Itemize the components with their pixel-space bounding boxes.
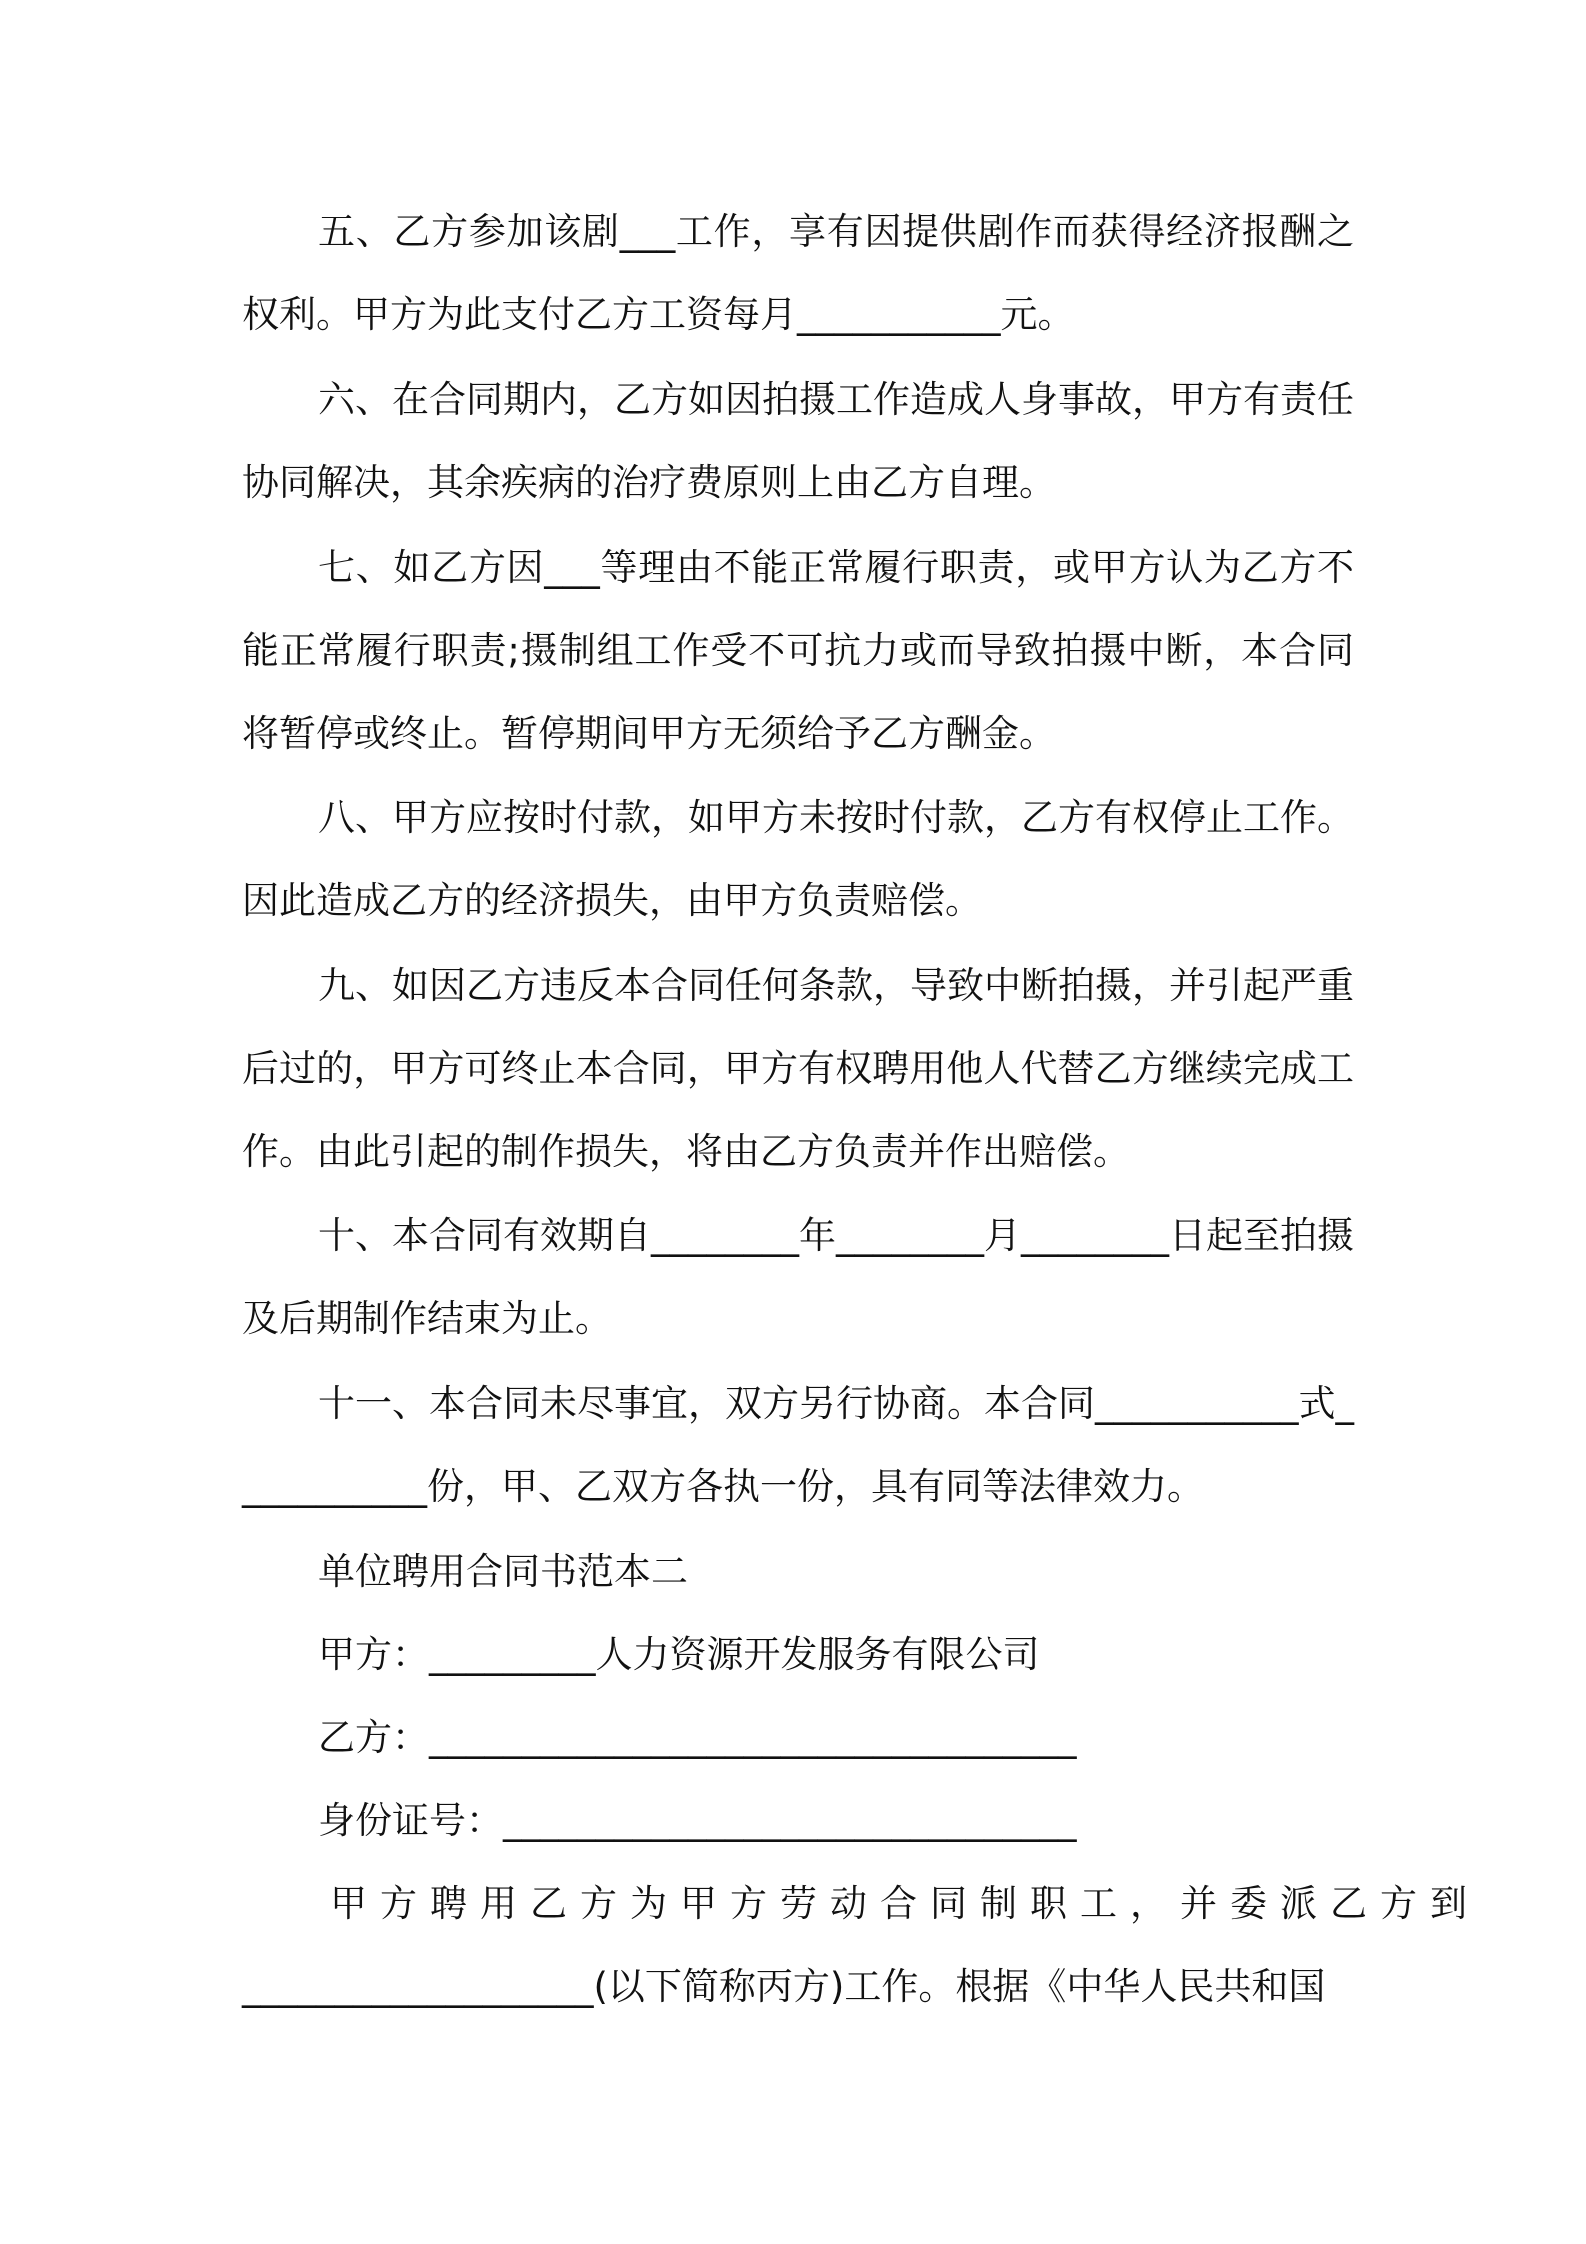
clause-eleven: 十一、本合同未尽事宜，双方另行协商。本合同___________式___________份，甲、乙双方各执一份，具有同等法律效力。 (242, 1382, 1354, 1508)
party-b-line: 乙方：___________________________________ (318, 1716, 1077, 1759)
template-two-title: 单位聘用合同书范本二 (318, 1550, 688, 1593)
clause-seven: 七、如乙方因___等理由不能正常履行职责，或甲方认为乙方不能正常履行职责;摄制组工作受不可抗力或而导致拍摄中断，本合同将暂停或终止。暂停期间甲方无须给予乙方酬金。 (242, 546, 1354, 755)
party-a-line: 甲方：_________人力资源开发服务有限公司 (318, 1633, 1040, 1676)
clause-eight: 八、甲方应按时付款，如甲方未按时付款，乙方有权停止工作。因此造成乙方的经济损失，由甲方负责赔偿。 (242, 796, 1354, 922)
template-body-line-2: ___________________(以下简称丙方)工作。根据《中华人民共和国 (242, 1965, 1326, 2008)
clause-ten: 十、本合同有效期自________年________月________日起至拍摄及后期制作结束为止。 (242, 1214, 1354, 1340)
clause-six: 六、在合同期内，乙方如因拍摄工作造成人身事故，甲方有责任协同解决，其余疾病的治疗费原则上由乙方自理。 (242, 378, 1354, 504)
clause-nine: 九、如因乙方违反本合同任何条款，导致中断拍摄，并引起严重后过的，甲方可终止本合同，甲方有权聘用他人代替乙方继续完成工作。由此引起的制作损失，将由乙方负责并作出赔偿。 (242, 964, 1354, 1173)
id-number-line: 身份证号：_______________________________ (318, 1799, 1077, 1842)
clause-five: 五、乙方参加该剧___工作，享有因提供剧作而获得经济报酬之权利。甲方为此支付乙方工资每月___________元。 (242, 210, 1354, 336)
template-body-line-1: 甲方聘用乙方为甲方劳动合同制职工，并委派乙方到 (330, 1882, 1480, 1925)
